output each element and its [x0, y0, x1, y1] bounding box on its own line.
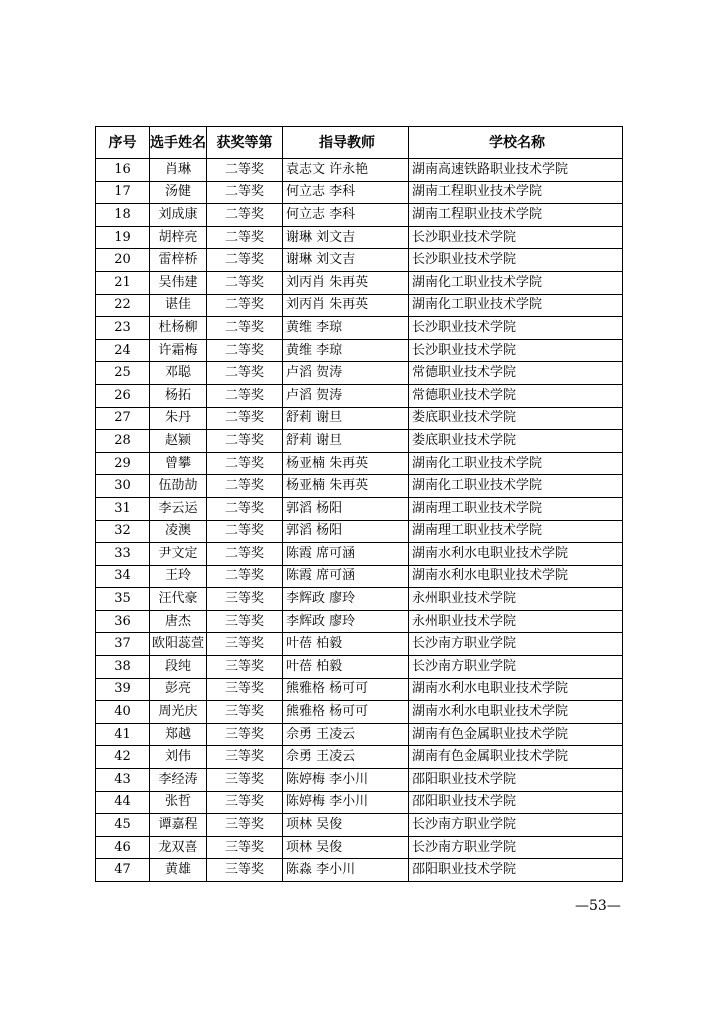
cell-number: 25 — [96, 362, 150, 385]
cell-teachers: 谢琳 刘文吉 — [283, 226, 409, 249]
cell-award: 二等奖 — [207, 271, 283, 294]
table-row — [96, 633, 623, 656]
cell-award: 三等奖 — [207, 588, 283, 611]
cell-school: 湖南高速铁路职业技术学院 — [409, 159, 623, 182]
cell-award: 二等奖 — [207, 543, 283, 566]
table-header — [96, 127, 623, 159]
cell-award: 二等奖 — [207, 520, 283, 543]
cell-teachers: 陈霞 席可涵 — [283, 565, 409, 588]
cell-award: 三等奖 — [207, 723, 283, 746]
table-row — [96, 588, 623, 611]
cell-school: 长沙职业技术学院 — [409, 249, 623, 272]
cell-award: 二等奖 — [207, 317, 283, 340]
table-row — [96, 407, 623, 430]
table-row — [96, 271, 623, 294]
cell-number: 45 — [96, 814, 150, 837]
cell-award: 三等奖 — [207, 678, 283, 701]
cell-teachers: 佘勇 王凌云 — [283, 723, 409, 746]
table-row — [96, 317, 623, 340]
cell-number: 19 — [96, 226, 150, 249]
table-row — [96, 678, 623, 701]
table-row — [96, 791, 623, 814]
cell-contestant: 郑越 — [150, 723, 207, 746]
table-row — [96, 452, 623, 475]
cell-number: 21 — [96, 271, 150, 294]
cell-school: 湖南化工职业技术学院 — [409, 271, 623, 294]
cell-teachers: 舒莉 谢旦 — [283, 430, 409, 453]
cell-school: 永州职业技术学院 — [409, 588, 623, 611]
cell-teachers: 杨亚楠 朱再英 — [283, 452, 409, 475]
cell-teachers: 佘勇 王凌云 — [283, 746, 409, 769]
cell-number: 41 — [96, 723, 150, 746]
cell-contestant: 段纯 — [150, 656, 207, 679]
cell-school: 湖南理工职业技术学院 — [409, 520, 623, 543]
table-row — [96, 543, 623, 566]
cell-award: 二等奖 — [207, 384, 283, 407]
cell-award: 三等奖 — [207, 769, 283, 792]
cell-teachers: 叶蓓 柏毅 — [283, 633, 409, 656]
table-row — [96, 723, 623, 746]
cell-number: 46 — [96, 836, 150, 859]
table-row — [96, 249, 623, 272]
table-row — [96, 294, 623, 317]
cell-number: 34 — [96, 565, 150, 588]
table-row — [96, 701, 623, 724]
cell-contestant: 杜杨柳 — [150, 317, 207, 340]
cell-award: 二等奖 — [207, 294, 283, 317]
cell-school: 长沙职业技术学院 — [409, 339, 623, 362]
cell-teachers: 黄维 李琼 — [283, 339, 409, 362]
table-row — [96, 836, 623, 859]
cell-number: 43 — [96, 769, 150, 792]
cell-number: 47 — [96, 859, 150, 882]
cell-teachers: 李辉政 廖玲 — [283, 610, 409, 633]
table-row — [96, 226, 623, 249]
cell-number: 38 — [96, 656, 150, 679]
cell-school: 湖南工程职业技术学院 — [409, 204, 623, 227]
page-number: —53— — [575, 898, 621, 914]
cell-school: 湖南工程职业技术学院 — [409, 181, 623, 204]
cell-teachers: 卢滔 贺涛 — [283, 362, 409, 385]
table-row — [96, 384, 623, 407]
cell-award: 三等奖 — [207, 610, 283, 633]
cell-number: 20 — [96, 249, 150, 272]
cell-award: 二等奖 — [207, 565, 283, 588]
cell-contestant: 周光庆 — [150, 701, 207, 724]
table-row — [96, 204, 623, 227]
cell-school: 长沙南方职业学院 — [409, 814, 623, 837]
cell-contestant: 欧阳蕊萱 — [150, 633, 207, 656]
cell-teachers: 陈霞 席可涵 — [283, 543, 409, 566]
cell-school: 湖南化工职业技术学院 — [409, 475, 623, 498]
cell-award: 二等奖 — [207, 181, 283, 204]
table-row — [96, 475, 623, 498]
cell-school: 邵阳职业技术学院 — [409, 769, 623, 792]
table-row — [96, 814, 623, 837]
cell-school: 邵阳职业技术学院 — [409, 859, 623, 882]
cell-school: 常德职业技术学院 — [409, 362, 623, 385]
cell-award: 三等奖 — [207, 656, 283, 679]
cell-contestant: 邓聪 — [150, 362, 207, 385]
cell-school: 常德职业技术学院 — [409, 384, 623, 407]
cell-number: 37 — [96, 633, 150, 656]
cell-school: 湖南水利水电职业技术学院 — [409, 565, 623, 588]
cell-contestant: 朱丹 — [150, 407, 207, 430]
cell-school: 长沙南方职业学院 — [409, 836, 623, 859]
header-row — [96, 127, 623, 159]
cell-number: 35 — [96, 588, 150, 611]
cell-award: 二等奖 — [207, 159, 283, 182]
cell-number: 26 — [96, 384, 150, 407]
table-row — [96, 497, 623, 520]
cell-teachers: 舒莉 谢旦 — [283, 407, 409, 430]
cell-school: 湖南化工职业技术学院 — [409, 452, 623, 475]
cell-number: 16 — [96, 159, 150, 182]
table-row — [96, 430, 623, 453]
cell-contestant: 汪代豪 — [150, 588, 207, 611]
cell-contestant: 刘成康 — [150, 204, 207, 227]
cell-teachers: 郭滔 杨阳 — [283, 520, 409, 543]
cell-number: 33 — [96, 543, 150, 566]
cell-contestant: 雷梓桥 — [150, 249, 207, 272]
cell-number: 29 — [96, 452, 150, 475]
cell-number: 28 — [96, 430, 150, 453]
cell-teachers: 陈婷梅 李小川 — [283, 791, 409, 814]
cell-contestant: 谌佳 — [150, 294, 207, 317]
cell-school: 永州职业技术学院 — [409, 610, 623, 633]
cell-school: 湖南理工职业技术学院 — [409, 497, 623, 520]
cell-contestant: 李云运 — [150, 497, 207, 520]
cell-number: 44 — [96, 791, 150, 814]
cell-school: 邵阳职业技术学院 — [409, 791, 623, 814]
cell-contestant: 彭亮 — [150, 678, 207, 701]
cell-teachers: 熊雅格 杨可可 — [283, 678, 409, 701]
header-cell-contestant: 选手姓名 — [150, 127, 207, 159]
header-cell-number: 序号 — [96, 127, 150, 159]
cell-award: 二等奖 — [207, 339, 283, 362]
cell-number: 32 — [96, 520, 150, 543]
award-table — [95, 126, 623, 882]
header-cell-award: 获奖等第 — [207, 127, 283, 159]
cell-teachers: 叶蓓 柏毅 — [283, 656, 409, 679]
cell-contestant: 凌澳 — [150, 520, 207, 543]
cell-teachers: 陈婷梅 李小川 — [283, 769, 409, 792]
table-row — [96, 565, 623, 588]
cell-number: 27 — [96, 407, 150, 430]
cell-school: 湖南水利水电职业技术学院 — [409, 678, 623, 701]
cell-school: 湖南有色金属职业技术学院 — [409, 746, 623, 769]
table-row — [96, 859, 623, 882]
cell-contestant: 龙双喜 — [150, 836, 207, 859]
cell-school: 湖南有色金属职业技术学院 — [409, 723, 623, 746]
cell-teachers: 刘丙肖 朱再英 — [283, 294, 409, 317]
cell-number: 24 — [96, 339, 150, 362]
table-body — [96, 159, 623, 882]
cell-number: 39 — [96, 678, 150, 701]
cell-teachers: 何立志 李科 — [283, 204, 409, 227]
cell-contestant: 谭嘉程 — [150, 814, 207, 837]
header-cell-teachers: 指导教师 — [283, 127, 409, 159]
table-row — [96, 339, 623, 362]
cell-award: 三等奖 — [207, 859, 283, 882]
cell-number: 31 — [96, 497, 150, 520]
table-row — [96, 769, 623, 792]
cell-school: 长沙南方职业学院 — [409, 633, 623, 656]
cell-award: 二等奖 — [207, 497, 283, 520]
cell-teachers: 卢滔 贺涛 — [283, 384, 409, 407]
cell-contestant: 吴伟建 — [150, 271, 207, 294]
cell-teachers: 谢琳 刘文吉 — [283, 249, 409, 272]
cell-contestant: 胡梓亮 — [150, 226, 207, 249]
cell-number: 17 — [96, 181, 150, 204]
cell-number: 23 — [96, 317, 150, 340]
cell-contestant: 黄雄 — [150, 859, 207, 882]
table-row — [96, 746, 623, 769]
cell-contestant: 张哲 — [150, 791, 207, 814]
cell-award: 二等奖 — [207, 452, 283, 475]
table-row — [96, 159, 623, 182]
cell-award: 二等奖 — [207, 249, 283, 272]
cell-teachers: 袁志文 许永艳 — [283, 159, 409, 182]
cell-teachers: 熊雅格 杨可可 — [283, 701, 409, 724]
cell-teachers: 杨亚楠 朱再英 — [283, 475, 409, 498]
cell-teachers: 刘丙肖 朱再英 — [283, 271, 409, 294]
cell-number: 18 — [96, 204, 150, 227]
table-row — [96, 520, 623, 543]
cell-contestant: 肖琳 — [150, 159, 207, 182]
cell-award: 三等奖 — [207, 836, 283, 859]
cell-number: 40 — [96, 701, 150, 724]
cell-teachers: 李辉政 廖玲 — [283, 588, 409, 611]
cell-contestant: 伍劭劼 — [150, 475, 207, 498]
cell-contestant: 尹文定 — [150, 543, 207, 566]
cell-contestant: 杨拓 — [150, 384, 207, 407]
cell-teachers: 项林 吴俊 — [283, 836, 409, 859]
cell-contestant: 许霜梅 — [150, 339, 207, 362]
table-row — [96, 181, 623, 204]
cell-contestant: 汤健 — [150, 181, 207, 204]
cell-award: 二等奖 — [207, 204, 283, 227]
cell-award: 二等奖 — [207, 430, 283, 453]
cell-award: 三等奖 — [207, 814, 283, 837]
cell-contestant: 刘伟 — [150, 746, 207, 769]
cell-number: 42 — [96, 746, 150, 769]
cell-school: 长沙职业技术学院 — [409, 226, 623, 249]
cell-contestant: 唐杰 — [150, 610, 207, 633]
cell-award: 二等奖 — [207, 475, 283, 498]
cell-school: 长沙职业技术学院 — [409, 317, 623, 340]
cell-contestant: 王玲 — [150, 565, 207, 588]
cell-school: 湖南化工职业技术学院 — [409, 294, 623, 317]
cell-award: 三等奖 — [207, 701, 283, 724]
cell-number: 36 — [96, 610, 150, 633]
cell-award: 二等奖 — [207, 407, 283, 430]
cell-award: 二等奖 — [207, 226, 283, 249]
cell-number: 22 — [96, 294, 150, 317]
table-row — [96, 362, 623, 385]
cell-award: 二等奖 — [207, 362, 283, 385]
cell-award: 三等奖 — [207, 746, 283, 769]
cell-teachers: 黄维 李琼 — [283, 317, 409, 340]
cell-teachers: 陈淼 李小川 — [283, 859, 409, 882]
cell-contestant: 李经涛 — [150, 769, 207, 792]
table-row — [96, 656, 623, 679]
cell-award: 三等奖 — [207, 791, 283, 814]
cell-teachers: 郭滔 杨阳 — [283, 497, 409, 520]
cell-contestant: 曾攀 — [150, 452, 207, 475]
cell-award: 三等奖 — [207, 633, 283, 656]
cell-school: 湖南水利水电职业技术学院 — [409, 543, 623, 566]
cell-school: 娄底职业技术学院 — [409, 430, 623, 453]
cell-contestant: 赵颍 — [150, 430, 207, 453]
cell-teachers: 项林 吴俊 — [283, 814, 409, 837]
cell-teachers: 何立志 李科 — [283, 181, 409, 204]
cell-school: 湖南水利水电职业技术学院 — [409, 701, 623, 724]
table-row — [96, 610, 623, 633]
header-cell-school: 学校名称 — [409, 127, 623, 159]
cell-school: 娄底职业技术学院 — [409, 407, 623, 430]
cell-school: 长沙南方职业学院 — [409, 656, 623, 679]
cell-number: 30 — [96, 475, 150, 498]
